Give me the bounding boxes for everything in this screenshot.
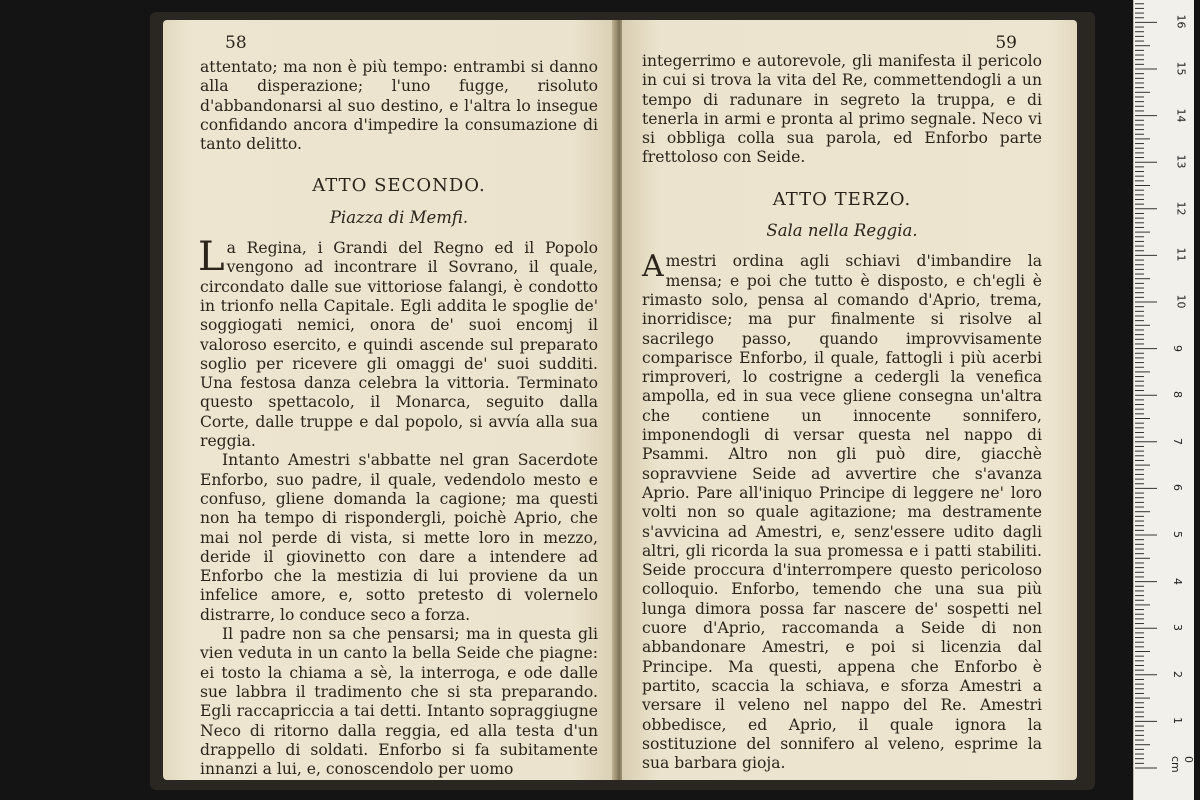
ruler-label: 7 <box>1171 437 1184 445</box>
scene-heading: Piazza di Memfi. <box>329 207 469 227</box>
page-number: 58 <box>225 33 247 53</box>
page-number: 59 <box>995 33 1017 53</box>
paragraph: integerrimo e autorevole, gli manifesta il pericolo in cui si trova la vita del Re, commettendogli a un tempo di radunare in segreto la truppa, e di tenerla in armi e pronta al primo segnale. Neco vi si obbliga colla sua parola, ed Enforbo parte frettoloso con Seide. <box>642 52 1042 167</box>
ruler-label: 11 <box>1174 247 1188 262</box>
paragraph <box>198 234 598 451</box>
ruler-unit-label: 0 cm <box>1169 756 1195 773</box>
drop-cap: A <box>642 249 664 285</box>
ruler-label: 10 <box>1174 294 1188 309</box>
paragraph-text: a Regina, i Grandi del Regno ed il Popolo vengono ad incontrare il Sovrano, il quale, circondato dalle sue vittoriose falangi, è condotto in trionfo nella Capitale. Egli addita le spoglie de' soggiogati nemici, onora de' suoi encomj il valoroso esercito, e quindi ascende sul preparato soglio per ricevere gli omaggi de' suoi sudditi. Una festosa danza celebra la vittoria. Terminato questo spettacolo, il Monarca, seguito dalla Corte, dalle truppe e dal popolo, si avvía alla sua reggia. <box>200 239 598 451</box>
ruler-label: 4 <box>1171 577 1184 585</box>
drop-cap: L <box>198 234 225 281</box>
paragraph-text: mestri ordina agli schiavi d'imbandire la mensa; e poi che tutto è disposto, e ch'egli è rimasto solo, pensa al comando d'Aprio, trema, inorridisce; ma pur finalmente si risolve al sacrilego passo, quando improvvisamente comparisce Enforbo, il quale, fattogli i più acerbi rimproveri, lo costrigne a cedergli la venefica ampolla, ed in sua vece gliene consegna un'altra che contiene un innocente sonnifero, imponendogli di versar questa nel nappo di Psammi. Altro non gli può dire, giacchè sopravviene Seide ad avvertire che s'avanza Aprio. Pare all'iniquo Principe di leggere ne' loro volti non so quale agitazione; ma destramente s'avvicina ad Amestri, e, senz'essere udito dagli altri, gli ricorda la sua promessa e i patti stabiliti. Seide proccura d'interrompere questo pericoloso colloquio. Enforbo, temendo che una sua più lunga dimora possa far nascere de' sospetti nel cuore d'Aprio, raccomanda a Seide di non abbandonare Amestri, e poi si licenzia dal Principe. Ma questi, appena che Enforbo è partito, scaccia la schiava, e sforza Amestri a versare il veleno nel nappo del Re. Amestri obbedisce, ed Aprio, il quale ignora la sostituzione del sonnifero al veleno, esprime la sua barbara gioja. <box>642 252 1042 773</box>
ruler-label: 12 <box>1174 201 1188 216</box>
scene-heading: Sala nella Reggia. <box>766 221 918 241</box>
ruler-label: 13 <box>1174 154 1188 169</box>
ruler-label: 16 <box>1174 14 1188 29</box>
ruler-label: 1 <box>1171 717 1184 725</box>
paragraph <box>642 249 1042 773</box>
page-text <box>200 58 598 779</box>
measuring-ruler <box>1133 0 1194 800</box>
left-page <box>163 20 618 780</box>
page-text <box>642 52 1042 773</box>
act-heading: ATTO TERZO. <box>772 188 912 210</box>
paragraph: Il padre non sa che pensarsi; ma in questa gli vien veduta in un canto la bella Seide che piagne: ei tosto la chiama a sè, la interroga, e ode dalle sue labbra il tradimento che si sta preparando. Egli raccapriccia a tai detti. Intanto sopraggiugne Neco di ritorno dalla reggia, ed alla testa d'un drappello di soldati. Enforbo si fa subitamente innanzi a lui, e, conoscendolo per uomo <box>200 625 598 779</box>
ruler-label: 2 <box>1171 670 1184 678</box>
ruler-label: 9 <box>1171 344 1184 352</box>
ruler-label: 5 <box>1171 531 1184 538</box>
act-heading: ATTO SECONDO. <box>312 175 486 197</box>
ruler-label: 3 <box>1171 624 1184 632</box>
ruler-label: 15 <box>1174 61 1188 76</box>
right-page <box>622 20 1077 780</box>
ruler-label: 6 <box>1171 484 1184 492</box>
ruler-label: 14 <box>1174 108 1188 123</box>
ruler-label: 8 <box>1171 391 1184 399</box>
paragraph: attentato; ma non è più tempo: entrambi si danno alla disperazione; l'uno fugge, risoluto d'abbandonarsi al suo destino, e l'altra lo insegue confidando ancora d'impedire la consumazione di tanto delitto. <box>200 58 598 154</box>
paragraph: Intanto Amestri s'abbatte nel gran Sacerdote Enforbo, suo padre, il quale, vedendolo mesto e confuso, gliene domanda la cagione; ma questi non ha tempo di rispondergli, poichè Aprio, che mai nol perde di vista, si mette loro in mezzo, deride il giovinetto con dare a intendere ad Enforbo che la mestizia di lui proviene da un infelice amore, e, sotto pretesto di volernelo distrarre, lo conduce seco a forza. <box>200 451 598 624</box>
